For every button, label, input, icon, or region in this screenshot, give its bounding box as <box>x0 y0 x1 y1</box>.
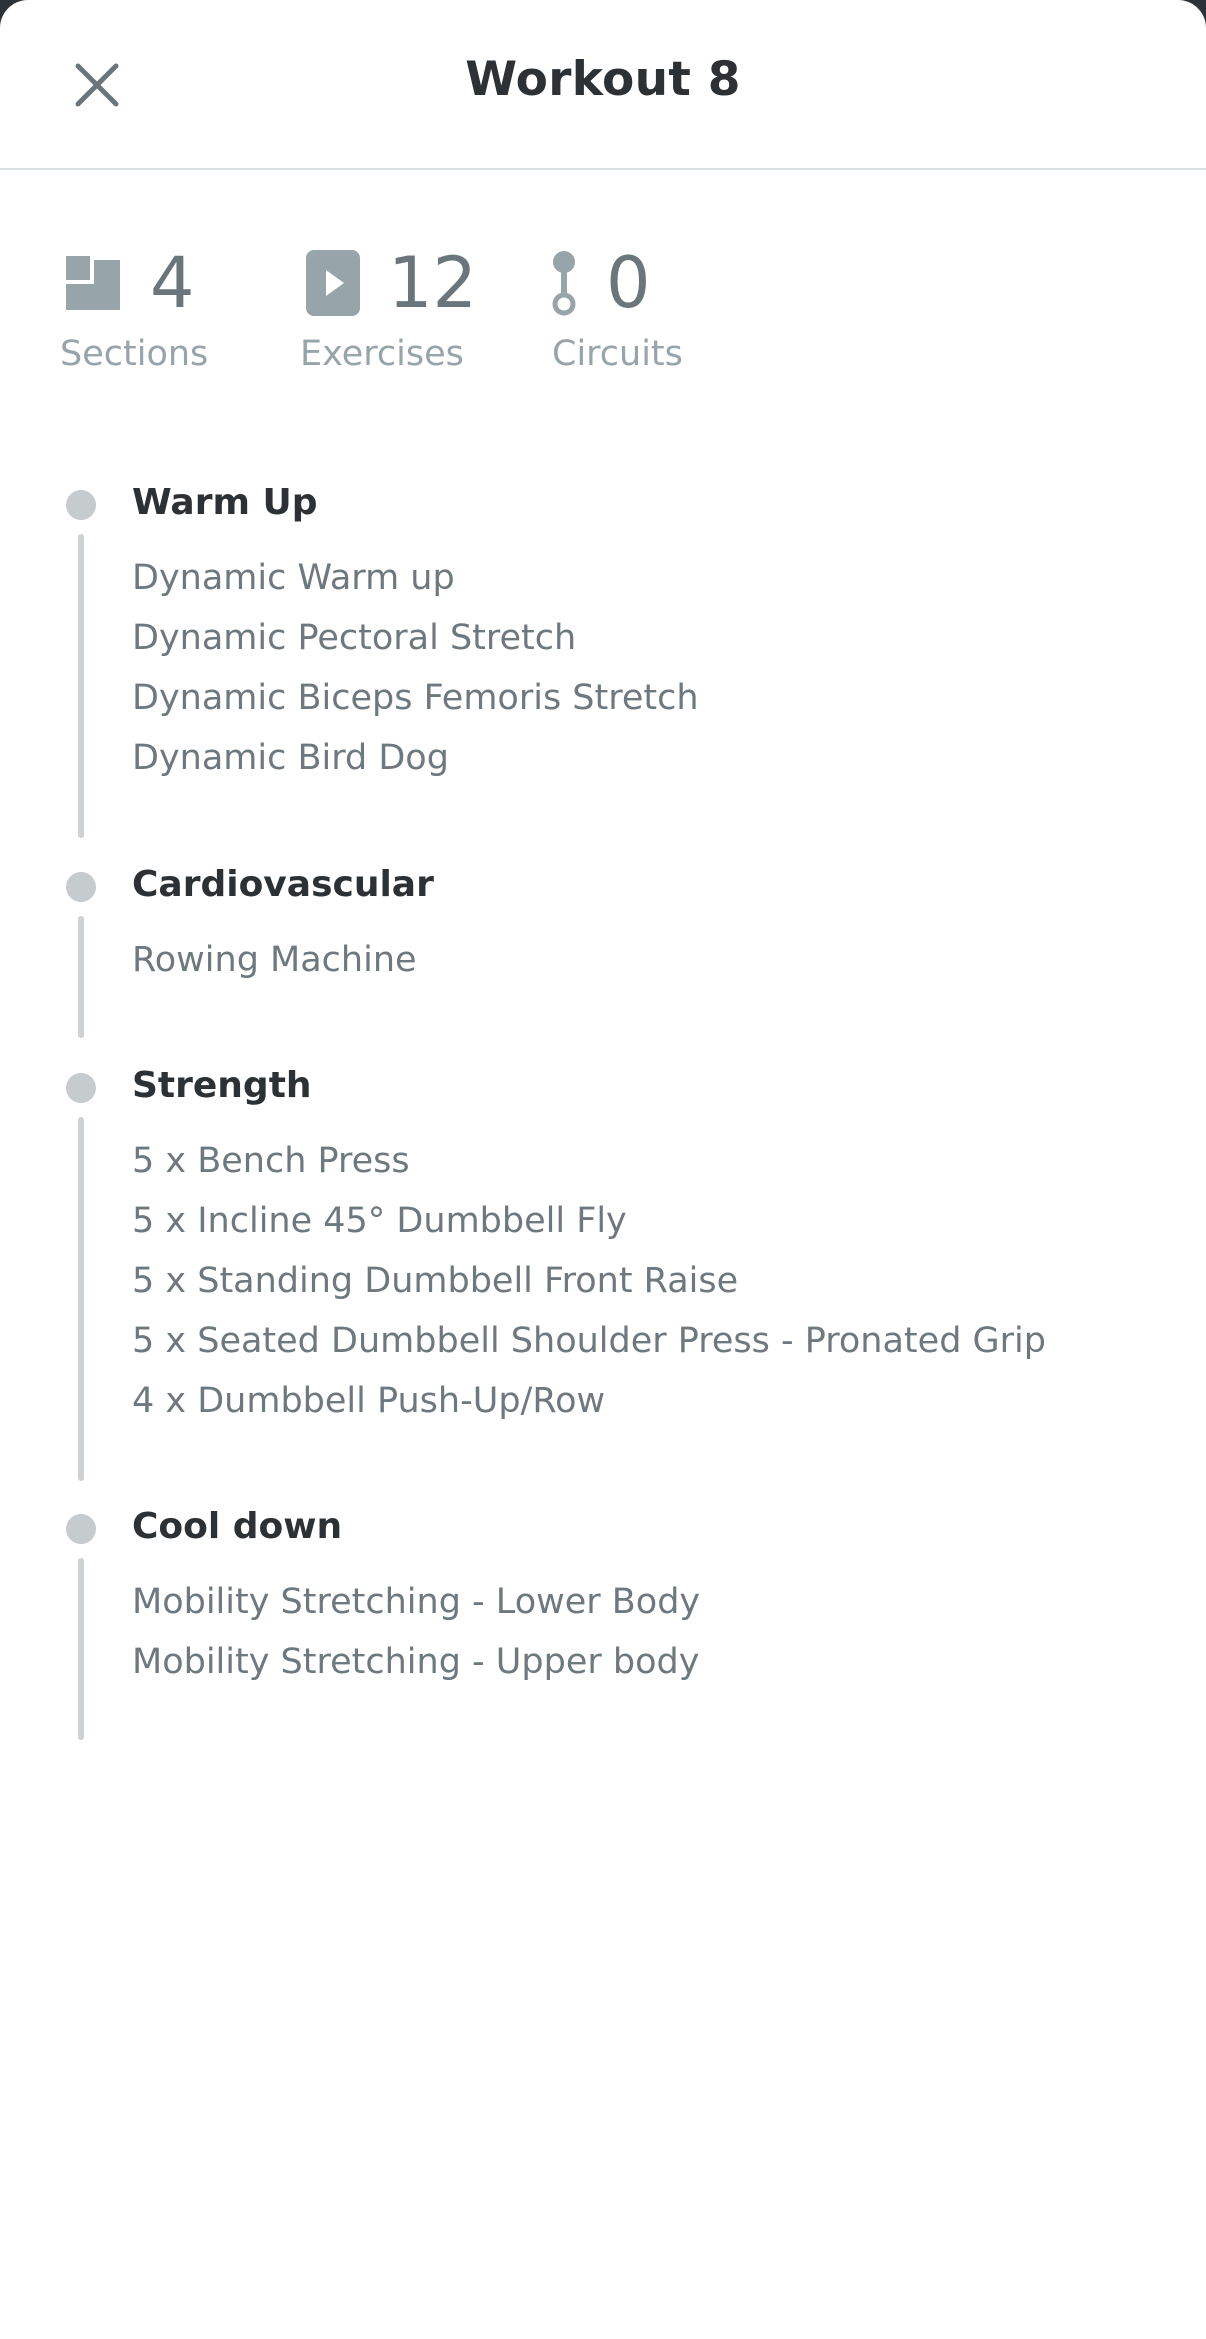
sections-icon <box>66 256 120 310</box>
exercise-item[interactable]: 5 x Bench Press <box>132 1141 410 1181</box>
header <box>0 0 1206 170</box>
exercise-item[interactable]: Dynamic Biceps Femoris Stretch <box>132 678 699 718</box>
stat-circuits-value: 0 <box>606 242 651 324</box>
exercise-item[interactable]: Mobility Stretching - Lower Body <box>132 1582 701 1622</box>
stat-sections-value: 4 <box>150 242 195 324</box>
exercise-item[interactable]: 4 x Dumbbell Push-Up/Row <box>132 1381 606 1421</box>
exercise-item[interactable]: Rowing Machine <box>132 940 417 980</box>
section-line <box>78 916 84 1038</box>
section-dot <box>66 1073 96 1103</box>
section-dot <box>66 872 96 902</box>
stats-bar <box>0 168 1206 428</box>
page-title: Workout 8 <box>465 52 741 107</box>
exercise-item[interactable]: Dynamic Bird Dog <box>132 738 449 778</box>
exercise-item[interactable]: Dynamic Warm up <box>132 558 455 598</box>
section-dot <box>66 1514 96 1544</box>
stat-exercises-label: Exercises <box>300 334 464 374</box>
section-dot <box>66 490 96 520</box>
section-title: Warm Up <box>132 482 318 523</box>
section-title: Strength <box>132 1065 312 1106</box>
exercise-item[interactable]: Dynamic Pectoral Stretch <box>132 618 577 658</box>
stat-sections-label: Sections <box>60 334 209 374</box>
section-title: Cardiovascular <box>132 864 434 905</box>
exercise-item[interactable]: Mobility Stretching - Upper body <box>132 1642 700 1682</box>
exercise-item[interactable]: 5 x Seated Dumbbell Shoulder Press - Pronated Grip <box>132 1321 1046 1361</box>
section-line <box>78 1558 84 1740</box>
exercise-item[interactable]: 5 x Standing Dumbbell Front Raise <box>132 1261 739 1301</box>
section-line <box>78 534 84 838</box>
exercise-item[interactable]: 5 x Incline 45° Dumbbell Fly <box>132 1201 627 1241</box>
stat-circuits-label: Circuits <box>552 334 683 374</box>
section-line <box>78 1117 84 1481</box>
stat-exercises-value: 12 <box>388 242 478 324</box>
section-title: Cool down <box>132 1506 343 1547</box>
circuit-icon <box>548 250 580 318</box>
play-icon <box>306 250 360 316</box>
